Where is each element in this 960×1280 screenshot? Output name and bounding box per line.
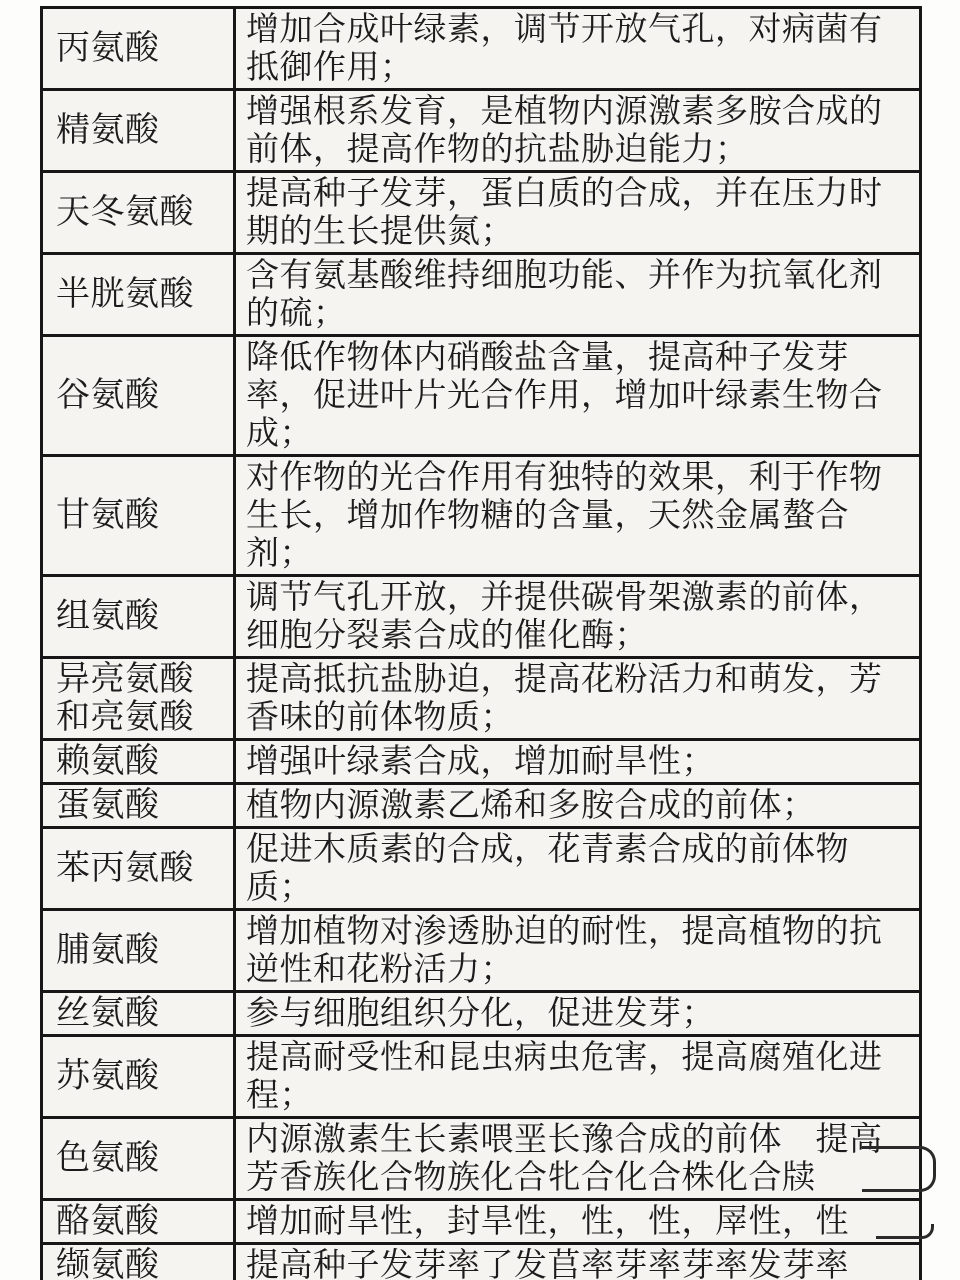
- amino-acid-name: 苏氨酸: [43, 1037, 236, 1116]
- amino-acid-function: 提高耐受性和昆虫病虫危害，提高腐殖化进程；: [246, 1038, 883, 1113]
- amino-acid-function: 增强叶绿素合成，增加耐旱性；: [246, 742, 715, 779]
- amino-acid-function: 增加耐旱性，封旱性，性，性，屖性，性: [246, 1202, 849, 1239]
- table-row: [43, 9, 919, 88]
- amino-acid-name: 天冬氨酸: [43, 173, 236, 252]
- amino-acid-function: 调节气孔开放，并提供碳骨架激素的前体，细胞分裂素合成的催化酶；: [246, 578, 883, 653]
- table-row: [43, 1116, 919, 1198]
- amino-acid-function: 提高抵抗盐胁迫，提高花粉活力和萌发，芳香味的前体物质；: [246, 660, 883, 735]
- amino-acid-function: 对作物的光合作用有独特的效果，利于作物生长，增加作物糖的含量，天然金属螯合剂；: [246, 458, 883, 571]
- amino-acid-name: 苯丙氨酸: [43, 829, 236, 908]
- amino-acid-name: 酪氨酸: [43, 1201, 236, 1242]
- table-row: [43, 574, 919, 656]
- table-row: [43, 334, 919, 454]
- table-row: [43, 656, 919, 738]
- amino-acid-name: 谷氨酸: [43, 337, 236, 454]
- amino-acid-name: 脯氨酸: [43, 911, 236, 990]
- amino-acid-name: 甘氨酸: [43, 457, 236, 574]
- amino-acid-name: 异亮氨酸和亮氨酸: [43, 659, 236, 738]
- amino-acid-name: 组氨酸: [43, 577, 236, 656]
- amino-acid-name: 半胱氨酸: [43, 255, 236, 334]
- amino-acid-name: 丝氨酸: [43, 993, 236, 1034]
- amino-acid-function: 含有氨基酸维持细胞功能、并作为抗氧化剂的硫；: [246, 256, 883, 331]
- amino-acid-table: [40, 6, 922, 1280]
- amino-acid-function: 促进木质素的合成，花青素合成的前体物质；: [246, 830, 849, 905]
- amino-acid-function: 降低作物体内硝酸盐含量，提高种子发芽率，促进叶片光合作用，增加叶绿素生物合成；: [246, 338, 883, 451]
- table-row: [43, 826, 919, 908]
- amino-acid-name: 色氨酸: [43, 1119, 236, 1198]
- amino-acid-function: 增加植物对渗透胁迫的耐性，提高植物的抗逆性和花粉活力；: [246, 912, 883, 987]
- amino-acid-function: 参与细胞组织分化，促进发芽；: [246, 994, 715, 1031]
- pen-scribble-artifact: [862, 1146, 936, 1192]
- table-row: [43, 990, 919, 1034]
- amino-acid-name: 缬氨酸: [43, 1245, 236, 1280]
- table-row: [43, 252, 919, 334]
- amino-acid-function: 提高种子发芽率了发苢率芽率芽率发芽率: [246, 1246, 849, 1280]
- amino-acid-function: 增加合成叶绿素，调节开放气孔，对病菌有抵御作用；: [246, 10, 883, 85]
- amino-acid-name: 精氨酸: [43, 91, 236, 170]
- amino-acid-function: 植物内源激素乙烯和多胺合成的前体；: [246, 786, 816, 823]
- table-row: [43, 1034, 919, 1116]
- pen-scribble-artifact: [876, 1224, 934, 1239]
- table-row: [43, 170, 919, 252]
- table-row: [43, 782, 919, 826]
- amino-acid-name: 赖氨酸: [43, 741, 236, 782]
- amino-acid-name: 蛋氨酸: [43, 785, 236, 826]
- table-row: [43, 1198, 919, 1242]
- table-row: [43, 738, 919, 782]
- amino-acid-name: 丙氨酸: [43, 9, 236, 88]
- amino-acid-function: 增强根系发育，是植物内源激素多胺合成的前体，提高作物的抗盐胁迫能力；: [246, 92, 883, 167]
- table-row: [43, 908, 919, 990]
- amino-acid-function: 内源激素生长素喂垩长豫合成的前体 提高芳香族化合物族化合牝合化合株化合牍: [246, 1120, 883, 1195]
- amino-acid-function: 提高种子发芽，蛋白质的合成，并在压力时期的生长提供氮；: [246, 174, 883, 249]
- table-row: [43, 454, 919, 574]
- table-row: [43, 1242, 919, 1280]
- table-row: [43, 88, 919, 170]
